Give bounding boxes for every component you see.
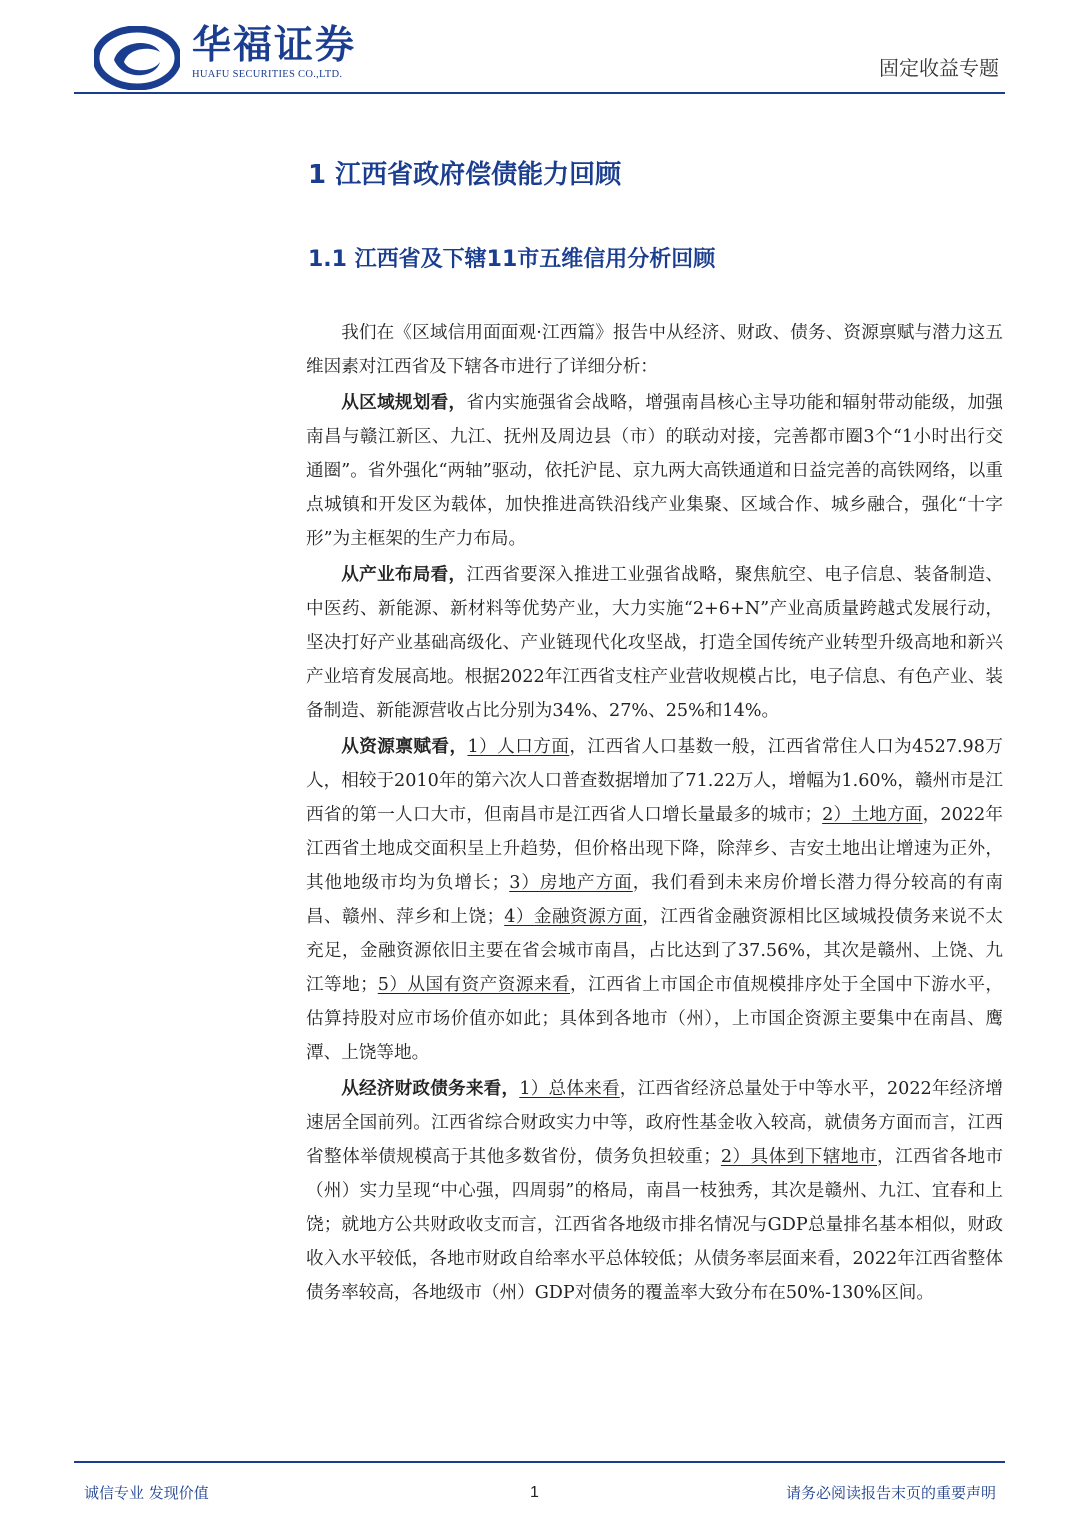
paragraph-regional-planning: 从区域规划看，省内实施强省会战略，增强南昌核心主导功能和辐射带动能级，加强南昌与赣江新区、九江、抚州及周边县（市）的联动对接，完善都市圈3个“1小时出行交通圈”。省外强化“两轴”驱动，依托沪昆、京九两大高铁通道和日益完善的高铁网络，以重点城镇和开发区为载体，加快推进高铁沿线产业集聚、区域合作、城乡融合，强化“十字形”为主框架的生产力布局。 bbox=[306, 392, 1003, 549]
huafu-logo-icon bbox=[94, 26, 180, 90]
paragraph-resources: 从资源禀赋看，1）人口方面，江西省人口基数一般，江西省常住人口为4527.98万人，相较于2010年的第六次人口普查数据增加了71.22万人，增幅为1.60%，赣州市是江西省的第一人口大市，但南昌市是江西省人口增长量最多的城市；2）土地方面，2022年江西省土地成交面积呈上升趋势，但价格出现下降，除萍乡、吉安土地出让增速为正外，其他地级市均为负增长；3）房地产方面，我们看到未来房价增长潜力得分较高的有南昌、赣州、萍乡和上饶；4）金融资源方面，江西省金融资源相比区域城投债务来说不太充足，金融资源依旧主要在省会城市南昌，占比达到了37.56%，其次是赣州、上饶、九江等地；5）从国有资产资源来看，江西省上市国企市值规模排序处于全国中下游水平，估算持股对应市场价值亦如此；具体到各地市（州），上市国企资源主要集中在南昌、鹰潭、上饶等地。 bbox=[306, 736, 1003, 1063]
page-number: 1 bbox=[530, 1484, 539, 1501]
paragraph-lead: 从区域规划看， bbox=[341, 392, 467, 413]
paragraph-lead: 从产业布局看， bbox=[341, 564, 467, 585]
point-cities: 2）具体到下辖地市 bbox=[720, 1147, 878, 1167]
body-text bbox=[306, 316, 1003, 1312]
header-divider bbox=[74, 92, 1005, 94]
point-finance: 4）金融资源方面 bbox=[504, 907, 643, 927]
paragraph-economy-finance-debt: 从经济财政债务来看，1）总体来看，江西省经济总量处于中等水平，2022年经济增速居全国前列。江西省综合财政实力中等，政府性基金收入较高，就债务方面而言，江西省整体举债规模高于其他多数省份，债务负担较重；2）具体到下辖地市，江西省各地市（州）实力呈现“中心强，四周弱”的格局，南昌一枝独秀，其次是赣州、九江、宜春和上饶；就地方公共财政收支而言，江西省各地级市排名情况与GDP总量排名基本相似，财政收入水平较低，各地市财政自给率水平总体较低；从债务率层面来看，2022年江西省整体债务率较高，各地级市（州）GDP对债务的覆盖率大致分布在50%-130%区间。 bbox=[306, 1078, 1003, 1303]
paragraph-lead: 从资源禀赋看， bbox=[341, 736, 468, 757]
page-header bbox=[74, 18, 1005, 94]
point-population: 1）人口方面 bbox=[467, 737, 570, 757]
point-land: 2）土地方面 bbox=[822, 805, 923, 825]
footer-disclaimer: 请务必阅读报告末页的重要声明 bbox=[785, 1484, 996, 1502]
subsection-heading: 1.1 江西省及下辖11市五维信用分析回顾 bbox=[308, 247, 716, 272]
footer-divider bbox=[74, 1461, 1005, 1463]
footer-slogan: 诚信专业 发现价值 bbox=[84, 1484, 209, 1502]
section-heading: 1 江西省政府偿债能力回顾 bbox=[308, 160, 622, 190]
point-state-assets: 5）从国有资产资源来看 bbox=[377, 975, 571, 995]
logo-english-name: HUAFU SECURITIES CO.,LTD. bbox=[192, 69, 343, 80]
paragraph-industry-layout: 从产业布局看，江西省要深入推进工业强省战略，聚焦航空、电子信息、装备制造、中医药、新能源、新材料等优势产业，大力实施“2+6+N”产业高质量跨越式发展行动，坚决打好产业基础高级化、产业链现代化攻坚战，打造全国传统产业转型升级高地和新兴产业培育发展高地。根据2022年江西省支柱产业营收规模占比，电子信息、有色产业、装备制造、新能源营收占比分别为34%、27%、25%和14%。 bbox=[306, 564, 1003, 721]
point-overall: 1）总体来看 bbox=[519, 1079, 620, 1099]
paragraph-intro: 我们在《区域信用面面观·江西篇》报告中从经济、财政、债务、资源禀赋与潜力这五维因素对江西省及下辖各市进行了详细分析： bbox=[306, 323, 1003, 377]
report-category: 固定收益专题 bbox=[879, 56, 999, 80]
paragraph-lead: 从经济财政债务来看， bbox=[341, 1078, 520, 1099]
point-real-estate: 3）房地产方面 bbox=[509, 873, 633, 893]
logo-chinese-name: 华福证券 bbox=[192, 23, 357, 68]
